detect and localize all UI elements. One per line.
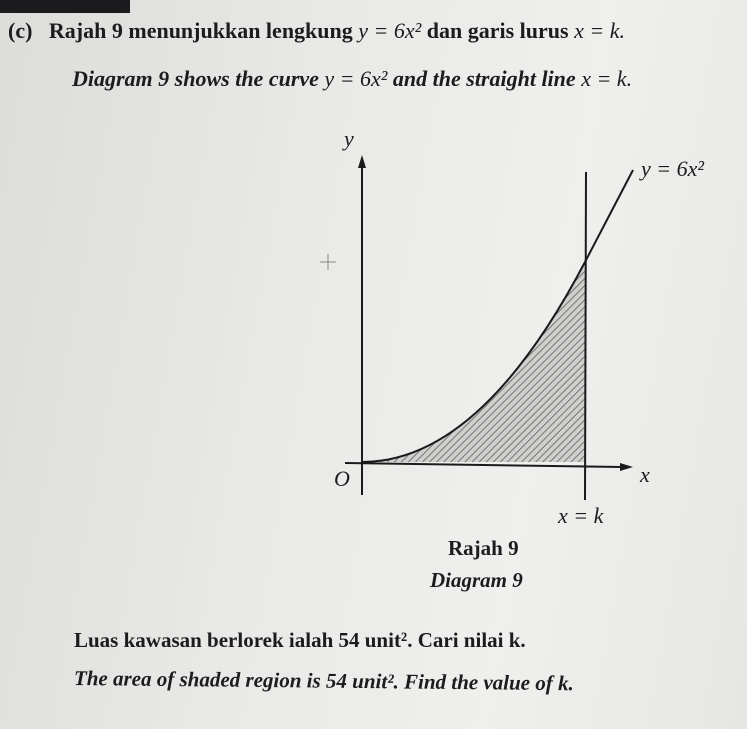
curve-label: y = 6x² — [641, 156, 704, 181]
crosshair-mark — [320, 254, 336, 270]
origin-label: O — [334, 466, 350, 491]
task-malay: Luas kawasan berlorek ialah 54 unit². Cari nilai k. — [74, 628, 526, 652]
curve-equation-en: y = 6x² — [324, 66, 388, 91]
caption-malay: Rajah 9 — [448, 536, 519, 560]
curve-equation: y = 6x² — [358, 18, 422, 43]
caption-english: Diagram 9 — [430, 568, 523, 592]
x-axis — [345, 463, 622, 467]
line-x-equals-k — [585, 172, 586, 500]
x-axis-arrow-icon — [620, 463, 633, 471]
malay-intro: Rajah 9 menunjukkan lengkung — [48, 18, 353, 43]
y-axis-label: y — [344, 126, 354, 151]
line-equation-en: x = k. — [581, 66, 633, 91]
shaded-region — [362, 262, 585, 462]
english-intro: Diagram 9 shows the curve — [72, 66, 319, 91]
english-mid: and the straight line — [392, 66, 576, 91]
task-english: The area of shaded region is 54 unit². Find the value of k. — [73, 666, 574, 696]
y-axis-arrow-icon — [358, 155, 366, 168]
malay-mid: dan garis lurus — [426, 18, 569, 43]
x-axis-label: x — [640, 462, 650, 487]
part-label: (c) — [8, 18, 33, 43]
line-label: x = k — [558, 503, 604, 528]
line-equation: x = k. — [574, 18, 625, 43]
